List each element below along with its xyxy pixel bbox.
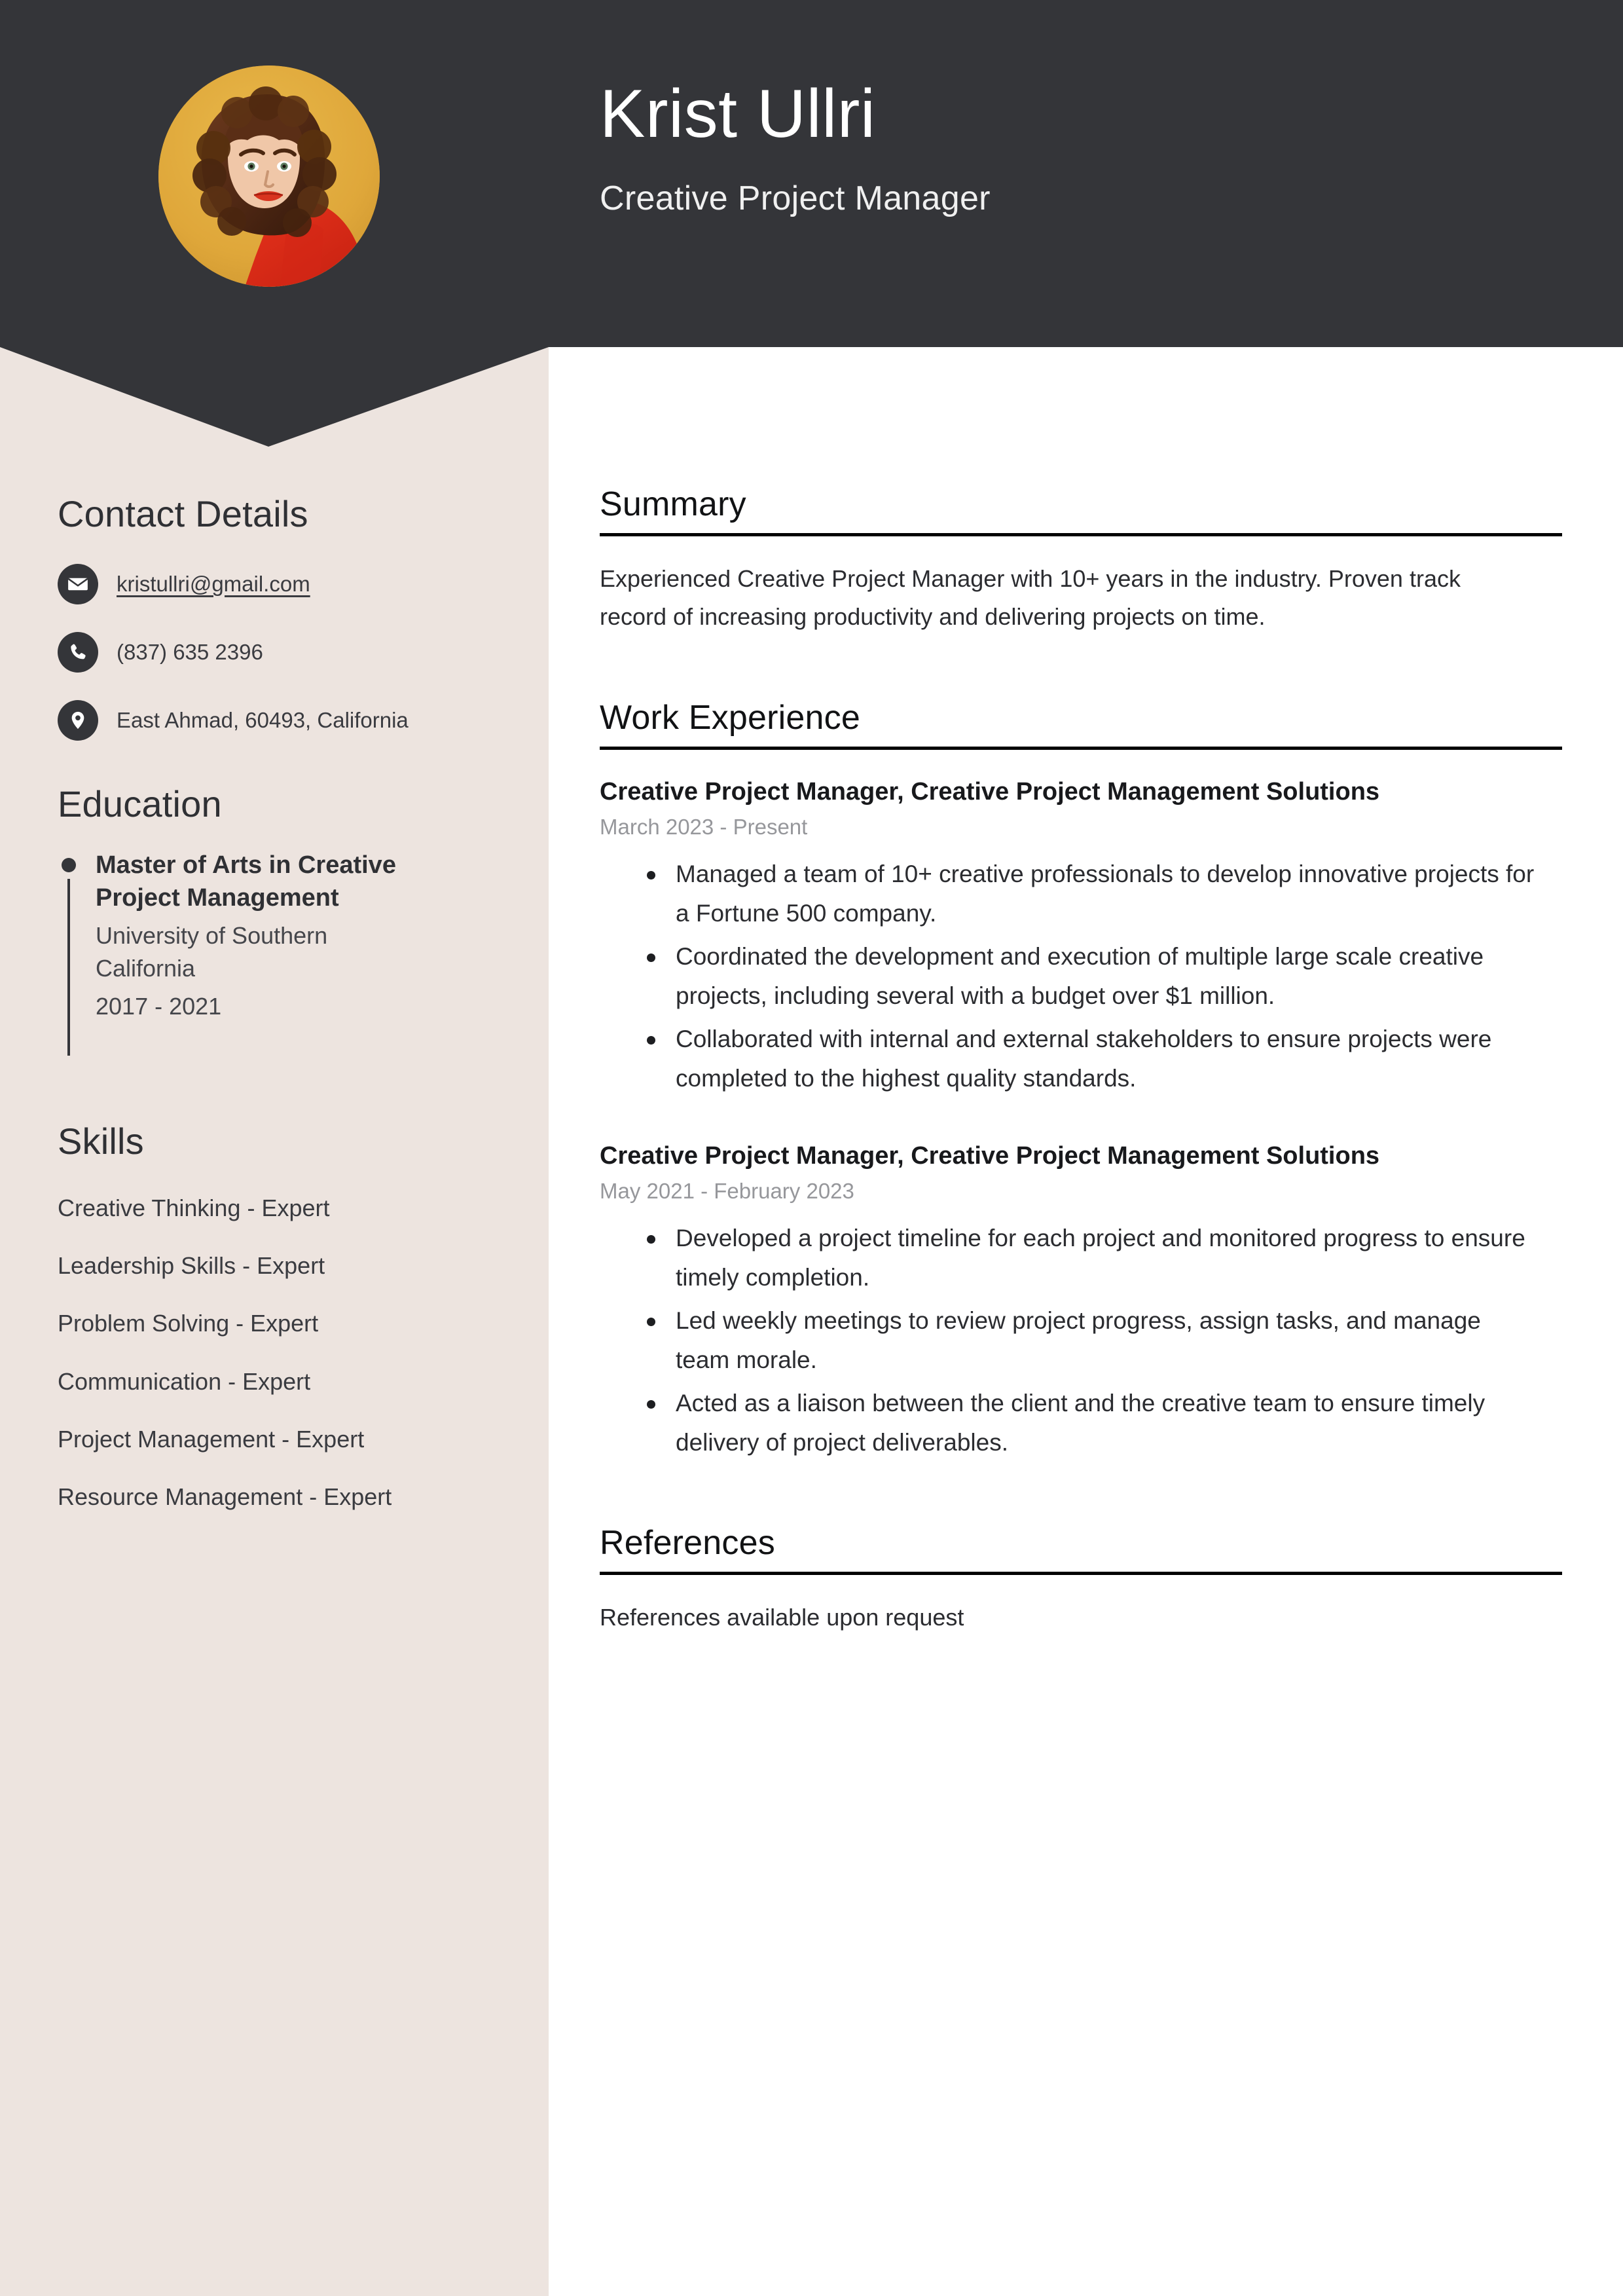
- avatar-portrait-illustration: [158, 65, 380, 287]
- education-entry: [58, 849, 516, 1056]
- skill-item: Problem Solving - Expert: [58, 1310, 319, 1337]
- job-entry: [600, 1140, 1562, 1462]
- job-bullet-list: [600, 855, 1562, 1098]
- envelope-icon: [58, 564, 98, 604]
- contact-item-email[interactable]: [58, 564, 516, 604]
- job-bullet: Collaborated with internal and external stakeholders to ensure projects were completed to the highest quality standards.: [676, 1020, 1540, 1098]
- summary-text: Experienced Creative Project Manager with 10+ years in the industry. Proven track record of increasing productivity and delivering projects on time.: [600, 565, 1461, 631]
- education-degree: Master of Arts in Creative Project Management: [96, 851, 396, 912]
- main-content: [600, 485, 1562, 1661]
- job-role: Creative Project Manager, Creative Project Management Solutions: [600, 1141, 1380, 1170]
- summary-heading: Summary: [600, 485, 746, 523]
- sidebar-content: [58, 492, 516, 1538]
- education-school: University of Southern California: [96, 922, 328, 982]
- page-title: Krist Ullri: [600, 76, 876, 152]
- references-heading: References: [600, 1524, 775, 1563]
- job-role: Creative Project Manager, Creative Project Management Solutions: [600, 777, 1380, 805]
- references-section: [600, 1523, 1562, 1637]
- job-dates: March 2023 - Present: [600, 815, 808, 840]
- job-dates: May 2021 - February 2023: [600, 1178, 854, 1203]
- skills-heading: Skills: [58, 1120, 144, 1162]
- job-bullet: Developed a project timeline for each project and monitored progress to ensure timely completion.: [676, 1219, 1540, 1297]
- job-bullet: Led weekly meetings to review project progress, assign tasks, and manage team morale.: [676, 1301, 1540, 1380]
- job-bullet: Acted as a liaison between the client and the creative team to ensure timely delivery of project deliverables.: [676, 1384, 1540, 1462]
- email-value[interactable]: kristullri@gmail.com: [117, 572, 310, 597]
- education-entry-body: [80, 849, 462, 1056]
- skill-item: Resource Management - Expert: [58, 1483, 392, 1510]
- references-text: References available upon request: [600, 1604, 964, 1631]
- location-value: East Ahmad, 60493, California: [117, 708, 409, 733]
- work-experience-heading-rule: [600, 747, 1562, 750]
- phone-value: (837) 635 2396: [117, 640, 263, 665]
- job-title-subtitle: Creative Project Manager: [600, 179, 991, 218]
- education-bullet-dot: [62, 858, 76, 872]
- contact-item-location: [58, 700, 516, 741]
- job-bullet-list: [600, 1219, 1562, 1462]
- skill-item: Project Management - Expert: [58, 1425, 365, 1453]
- summary-heading-rule: [600, 533, 1562, 536]
- work-experience-section: [600, 698, 1562, 1462]
- references-heading-rule: [600, 1572, 1562, 1575]
- contact-item-phone[interactable]: [58, 632, 516, 673]
- skill-item: Leadership Skills - Expert: [58, 1252, 325, 1280]
- education-heading: Education: [58, 783, 222, 824]
- work-experience-heading: Work Experience: [600, 698, 860, 737]
- summary-section: [600, 485, 1562, 637]
- avatar: [158, 65, 380, 287]
- skill-item: Creative Thinking - Expert: [58, 1194, 330, 1221]
- job-entry: [600, 776, 1562, 1098]
- education-timeline-line: [67, 879, 70, 1056]
- header-identity: [600, 76, 991, 218]
- education-years: 2017 - 2021: [96, 992, 222, 1020]
- education-timeline: [58, 849, 80, 1056]
- job-bullet: Coordinated the development and execution of multiple large scale creative projects, including several with a budget over $1 million.: [676, 937, 1540, 1016]
- skill-item: Communication - Expert: [58, 1367, 311, 1395]
- job-bullet: Managed a team of 10+ creative professionals to develop innovative projects for a Fortune 500 company.: [676, 855, 1540, 933]
- location-pin-icon: [58, 700, 98, 741]
- contact-details-heading: Contact Details: [58, 493, 308, 534]
- phone-icon: [58, 632, 98, 673]
